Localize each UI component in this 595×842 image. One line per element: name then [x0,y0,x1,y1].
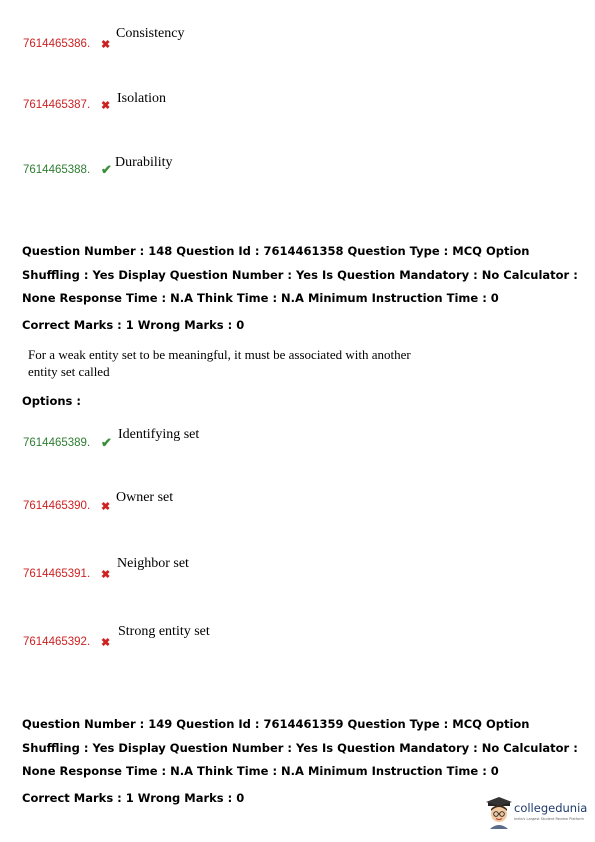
question-148-header: Question Number : 148 Question Id : 7614461358 Question Type : MCQ Option Shuffling : Yes Display Question Number : Yes Is Question Mandatory : No Calculator : None Response Time : N.A Think Time : N.A Minimum Instruction Time : 0 [22,244,578,305]
question-148-marks: Correct Marks : 1 Wrong Marks : 0 [22,318,245,332]
student-avatar-icon [486,797,512,829]
question-149-header: Question Number : 149 Question Id : 7614461359 Question Type : MCQ Option Shuffling : Yes Display Question Number : Yes Is Question Mandatory : No Calculator : None Response Time : N.A Think Time : N.A Minimum Instruction Time : 0 [22,717,578,778]
check-mark-icon: ✔ [101,162,112,177]
logo-tagline: India's Largest Student Review Platform [514,817,584,821]
option-text: Consistency [116,26,185,41]
question-text-line: For a weak entity set to be meaningful, it must be associated with another [28,347,411,362]
option-text: Strong entity set [118,624,210,639]
option-text: Owner set [116,490,174,505]
option-id: 7614465392. [23,636,91,648]
wrong-mark-icon: ✖ [101,100,111,112]
option-text: Isolation [117,91,166,106]
option-text: Durability [115,155,173,170]
option-id: 7614465389. [23,437,91,449]
option-id: 7614465391. [23,568,91,580]
option-text: Identifying set [118,427,200,442]
check-mark-icon: ✔ [101,435,112,450]
question-148-text [28,346,448,380]
wrong-mark-icon: ✖ [101,637,111,649]
wrong-mark-icon: ✖ [101,501,111,513]
logo-name: collegedunia [514,801,588,815]
wrong-mark-icon: ✖ [101,569,111,581]
option-id: 7614465390. [23,500,91,512]
option-id: 7614465388. [23,164,91,176]
option-text: Neighbor set [117,556,189,571]
question-text-line: entity set called [28,364,110,379]
question-149-marks: Correct Marks : 1 Wrong Marks : 0 [22,791,245,805]
option-id: 7614465387. [23,99,91,111]
collegedunia-logo [486,797,590,831]
wrong-mark-icon: ✖ [101,39,111,51]
option-id: 7614465386. [23,38,91,50]
options-label: Options : [22,394,81,408]
